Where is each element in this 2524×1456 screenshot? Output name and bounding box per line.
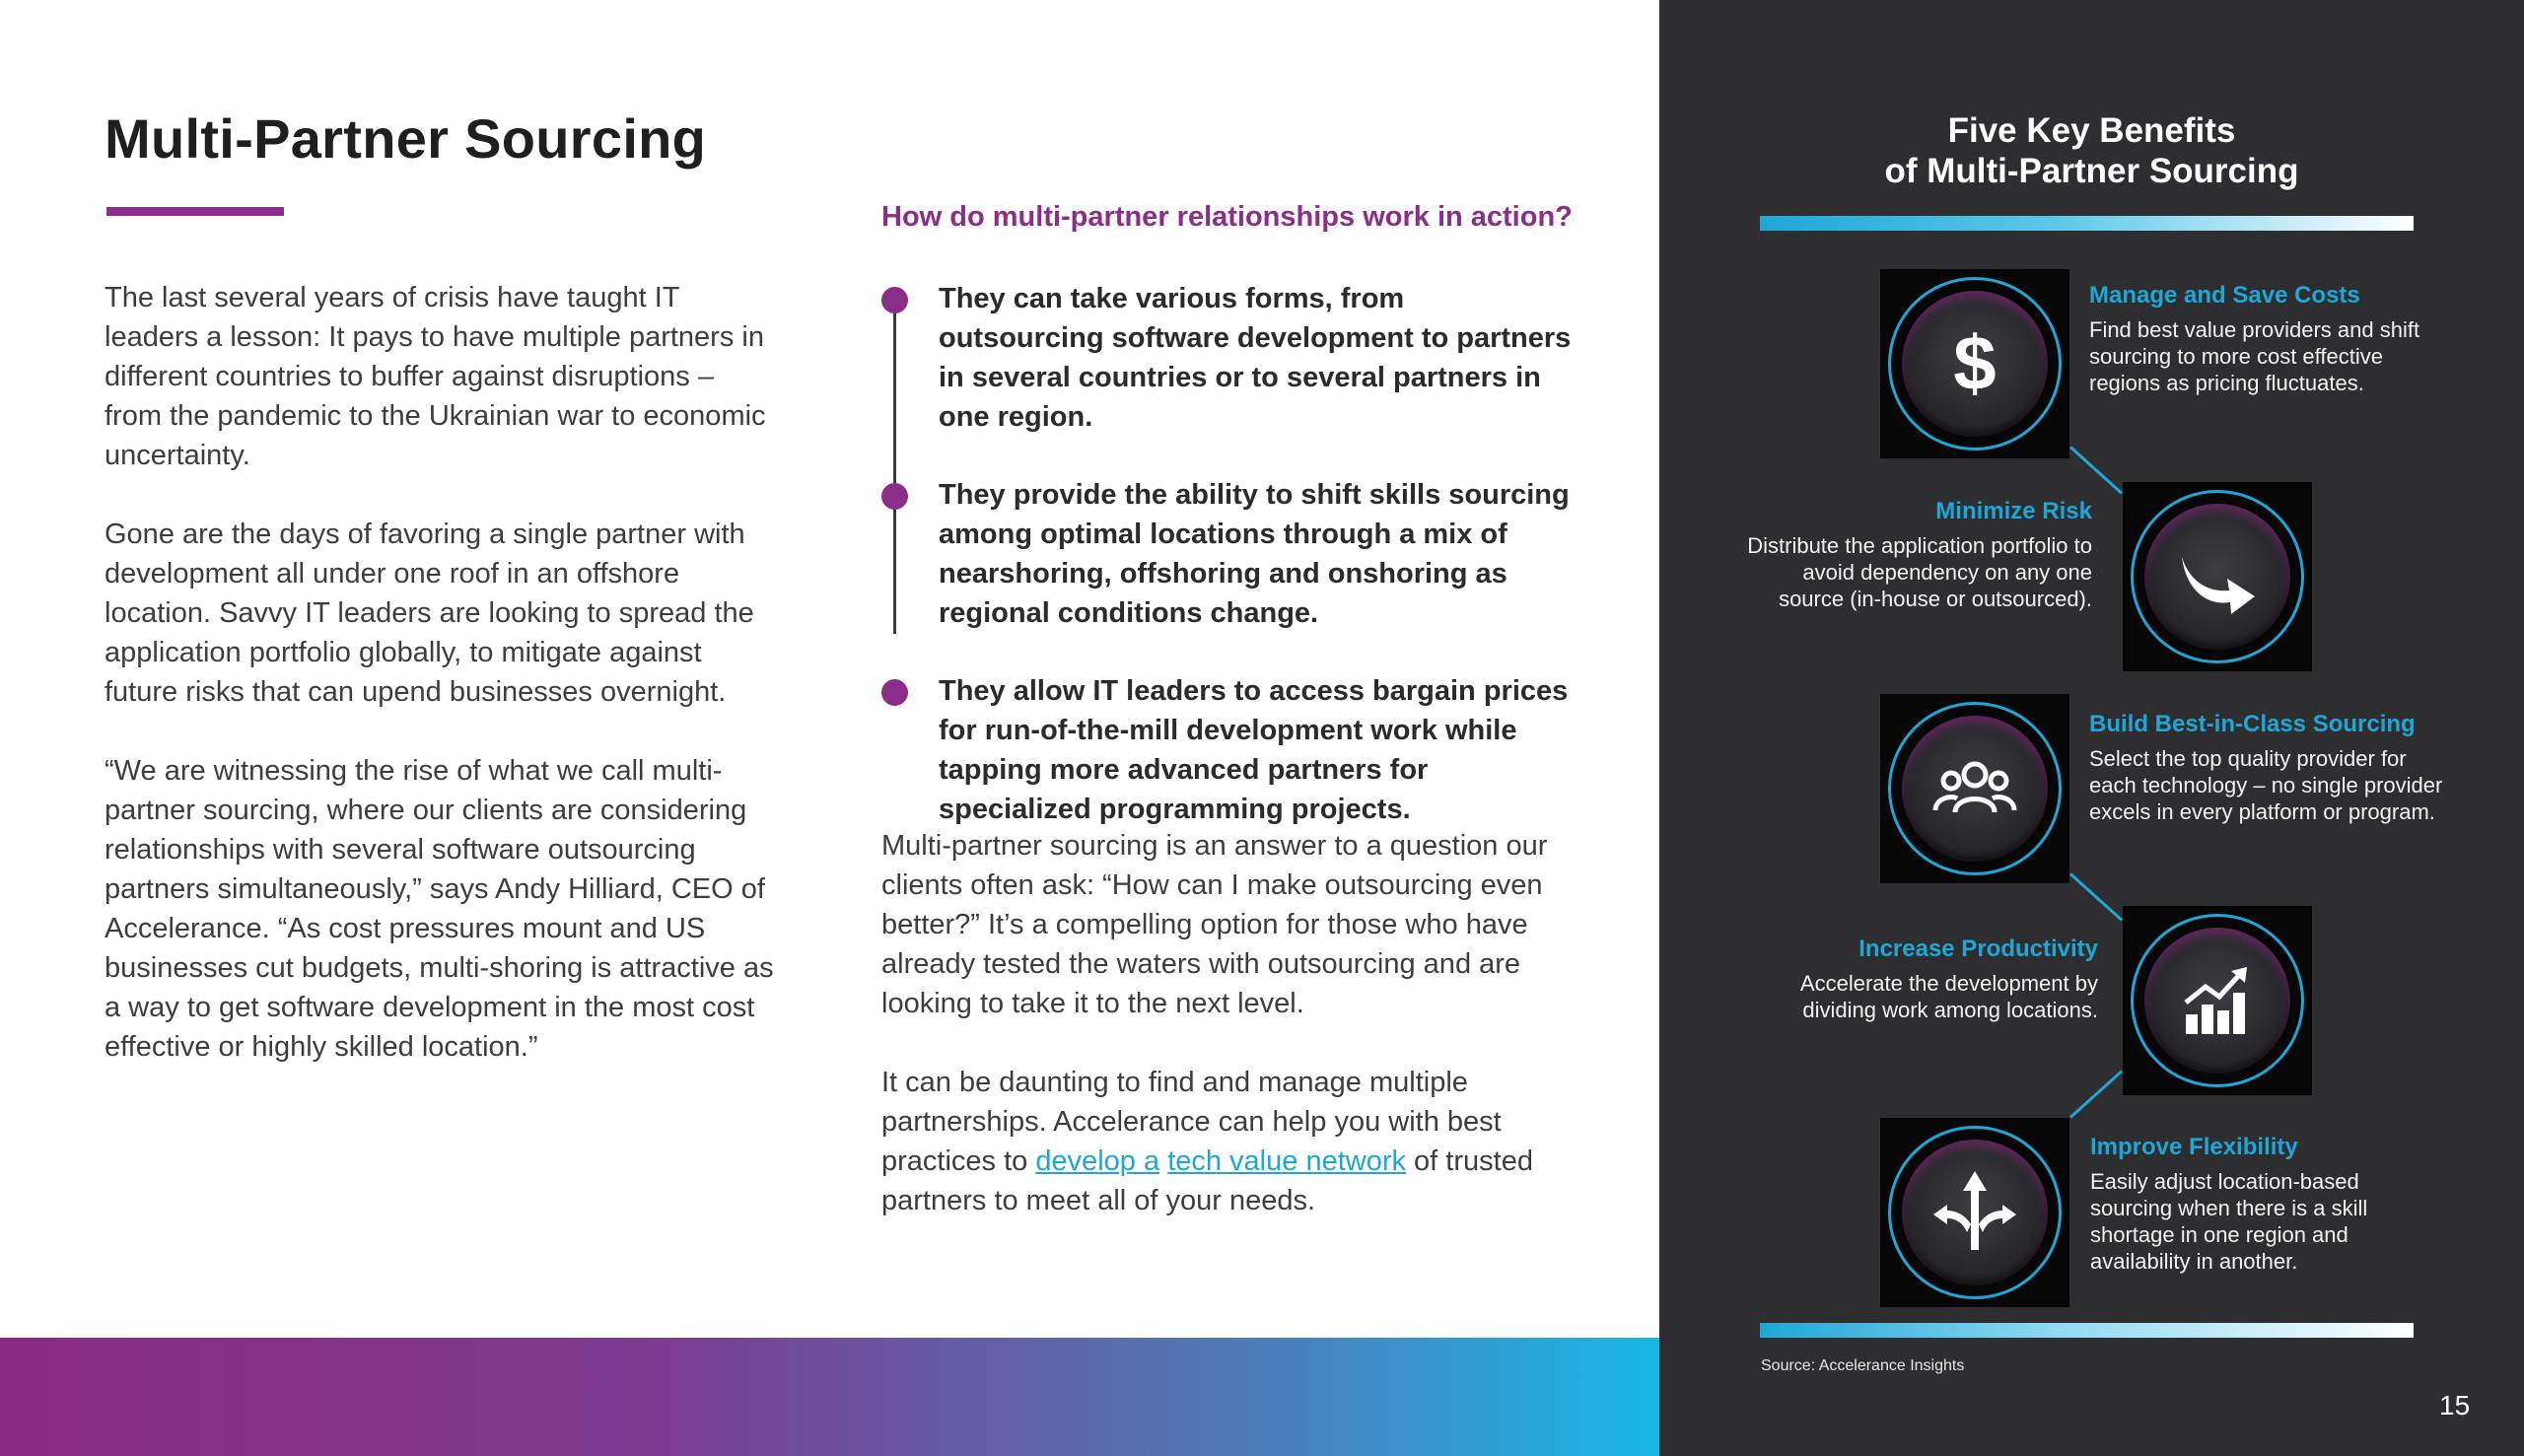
conclusion-paragraph-1: Multi-partner sourcing is an answer to a question our clients often ask: “How can I make outsourcing even better?” It’s a compelling option for those who have already tested the waters with outsourcing and are looking to take it to the next level. [881,830,1548,1019]
timeline-item-text: They can take various forms, from outsourcing software development to partners in several countries or to several partners in one region. [939,283,1572,433]
timeline-item [881,475,1572,633]
timeline-item-text: They allow IT leaders to access bargain prices for run-of-the-mill development work while tapping more advanced partners for specialized programming projects. [939,675,1569,825]
page-number: 15 [2439,1390,2471,1421]
intro-column [105,278,775,1106]
benefit-icon-tile [1880,1118,2069,1307]
svg-text:$: $ [1953,319,1997,406]
benefit-flexibility [2090,1133,2425,1275]
benefit-manage-costs [2089,281,2444,396]
benefit-icon-tile [2123,482,2312,671]
panel-title [1659,110,2524,191]
benefit-text: Find best value providers and shift sourcing to more cost effective regions as pricing fluctuates. [2089,317,2420,395]
timeline-item [881,671,1572,829]
timeline-dot [881,287,908,313]
panel-bottom-bar [1760,1323,2414,1338]
paragraph-text: of trusted partners to meet all of your needs. [881,1145,1533,1216]
section-question: How do multi-partner relationships work in action? [881,201,1573,233]
benefit-title: Improve Flexibility [2090,1134,2298,1160]
intro-paragraph-2: Gone are the days of favoring a single partner with development all under one roof in an offshore location. Savvy IT leaders are looking to spread the application portfolio globally, to mitigate against future risks that can upend businesses overnight. [105,519,754,708]
benefit-best-in-class [2089,710,2444,825]
conclusion-paragraph-2 [881,1063,1572,1220]
develop-link[interactable]: develop a [1035,1145,1160,1177]
panel-top-bar [1760,216,2414,231]
quote-paragraph: “We are witnessing the rise of what we call multi-partner sourcing, where our clients are considering relationships with several software outsourcing partners simultaneously,” says Andy Hilliard, CEO of Accelerance. “As cost pressures mount and US businesses cut budgets, multi-shoring is attractive as a way to get software development in the most cost effective or highly skilled location.” [105,755,774,1063]
benefit-title: Increase Productivity [1858,936,2098,962]
benefit-text: Easily adjust location-based sourcing when there is a skill shortage in one region and availability in another. [2090,1169,2368,1274]
timeline-dot [881,679,908,706]
benefit-icon-tile [1880,269,2069,458]
source-note: Source: Accelerance Insights [1761,1357,1965,1374]
benefit-icon-tile [2123,906,2312,1095]
benefit-text: Distribute the application portfolio to avoid dependency on any one source (in-house or outsourced). [1747,533,2092,611]
title-underline [106,207,284,216]
benefit-minimize-risk [1735,497,2092,612]
panel-title-line-1: Five Key Benefits [1947,111,2236,150]
dollar-icon [1902,291,2048,437]
curved-arrow-icon [2144,504,2290,650]
benefit-productivity [1775,935,2098,1023]
timeline-item [881,279,1572,437]
benefit-text: Accelerate the development by dividing work among locations. [1799,971,2098,1022]
benefit-text: Select the top quality provider for each technology – no single provider excels in every platform or program. [2089,746,2443,824]
benefit-title: Build Best-in-Class Sourcing [2089,711,2416,737]
timeline-dot [881,483,908,510]
gradient-footer-bar [0,1338,1659,1456]
paragraph-text: It can be daunting to find and manage multiple partnerships. Accelerance can help you with best practices to [881,1067,1502,1177]
benefit-title: Manage and Save Costs [2089,282,2360,309]
bullet-timeline [881,279,1572,867]
benefit-icon-tile [1880,694,2069,883]
conclusion-column [881,826,1572,1260]
benefit-title: Minimize Risk [1935,498,2092,524]
growth-chart-icon [2144,928,2290,1074]
timeline-item-text: They provide the ability to shift skills sourcing among optimal locations through a mix of nearshoring, offshoring and onshoring as regional conditions change. [939,479,1570,629]
page-title: Multi-Partner Sourcing [105,107,707,170]
split-arrows-icon [1902,1140,2048,1285]
tech-value-network-link[interactable]: tech value network [1167,1145,1406,1177]
panel-title-line-2: of Multi-Partner Sourcing [1884,152,2299,190]
intro-paragraph-1: The last several years of crisis have taught IT leaders a lesson: It pays to have multiple partners in different countries to buffer against disruptions – from the pandemic to the Ukrainian war to economic uncertainty. [105,282,766,471]
people-icon [1902,716,2048,862]
